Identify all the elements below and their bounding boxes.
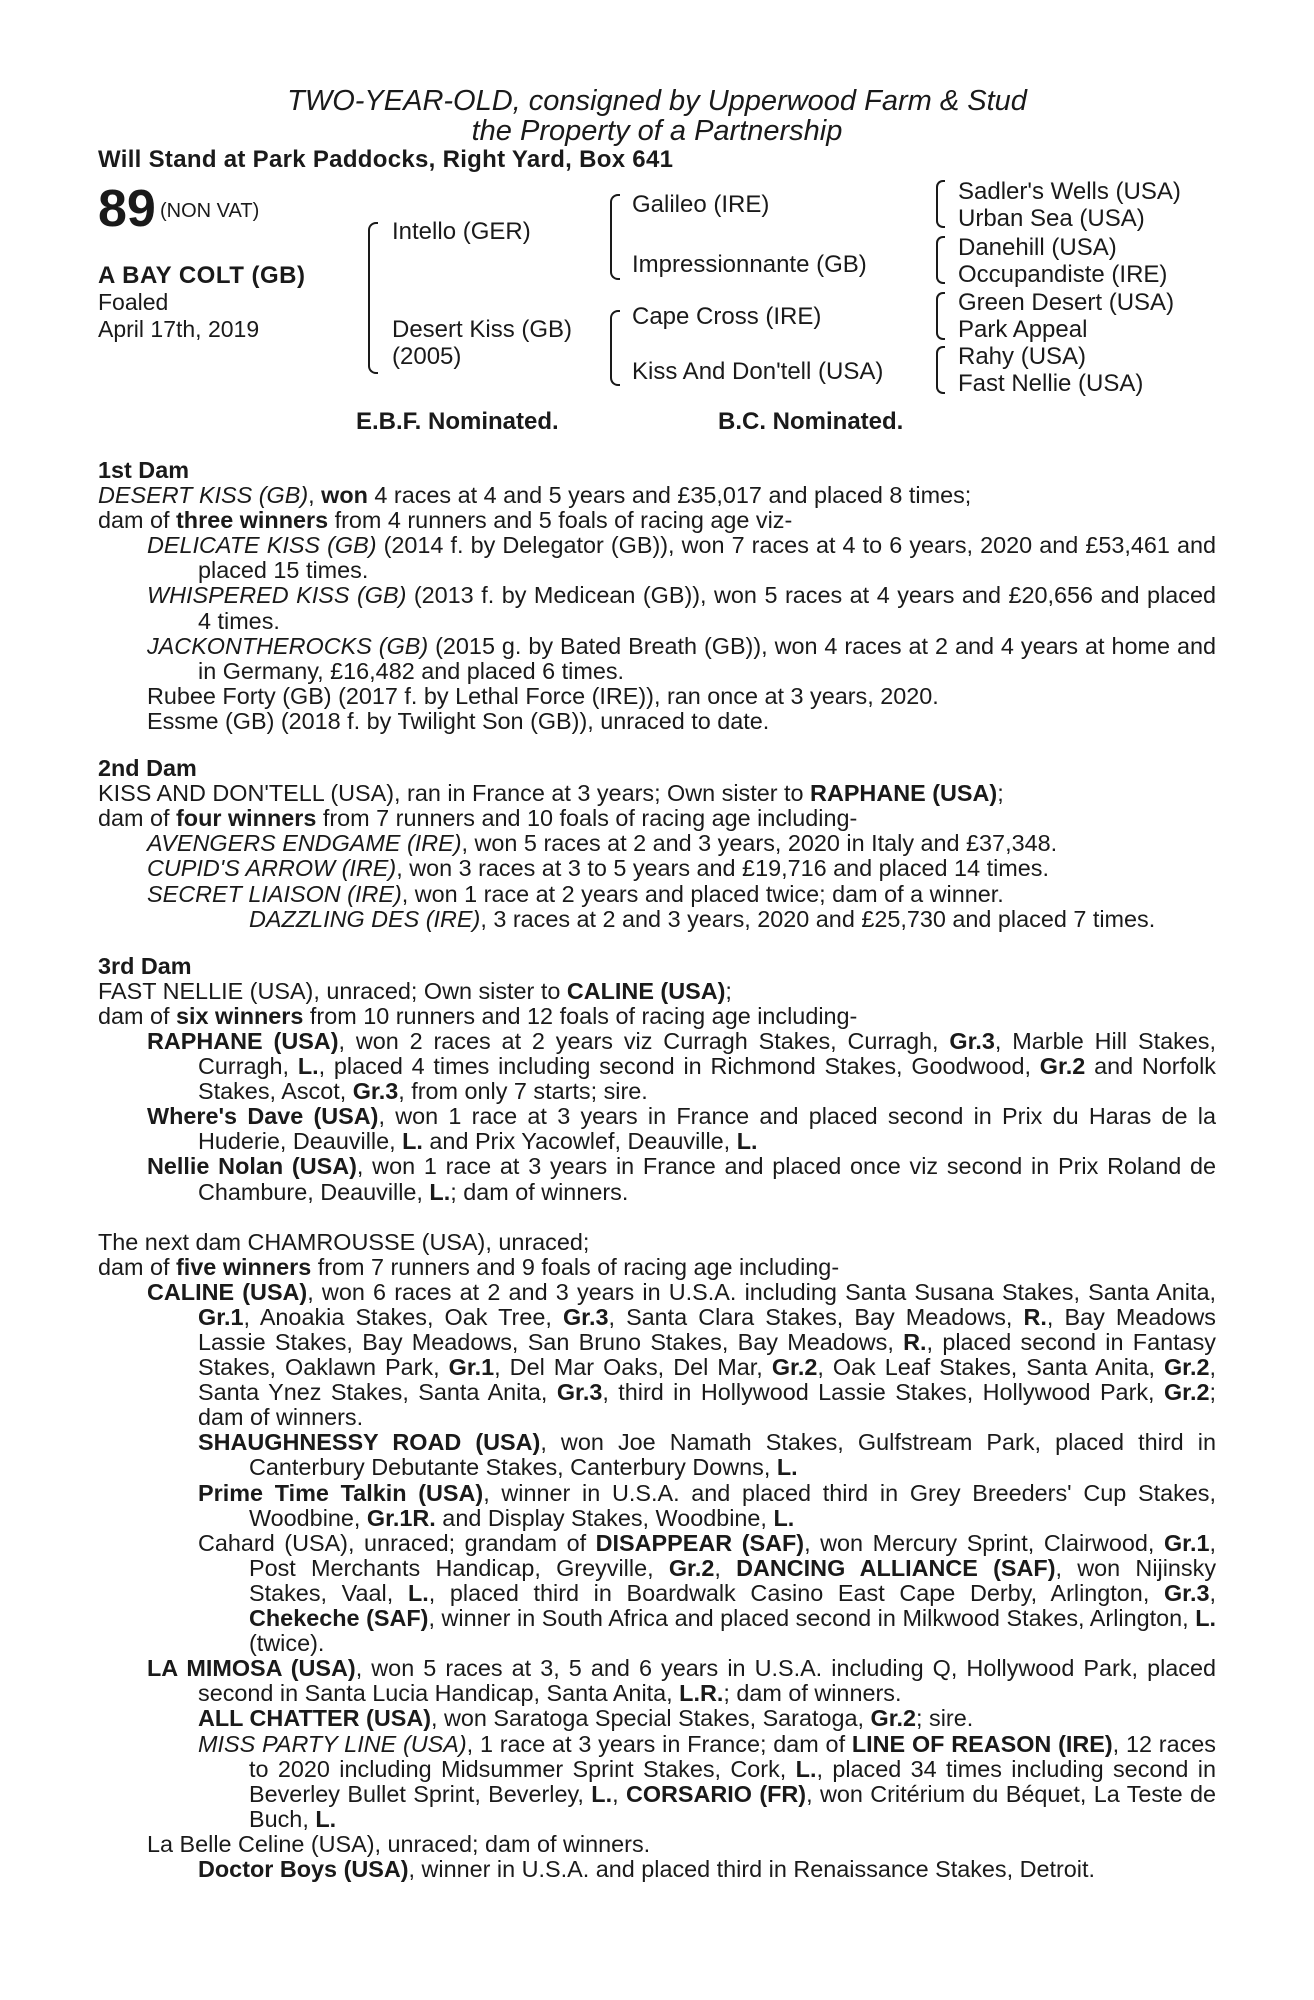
pedigree-bracket-1: [368, 222, 378, 374]
stand-location: Will Stand at Park Paddocks, Right Yard, Box 641: [98, 146, 674, 173]
pedigree-bracket-7: [936, 346, 945, 394]
second-dam-produce-summary: dam of four winners from 7 runners and 10 foals of racing age including-: [98, 805, 858, 832]
dam: Desert Kiss (GB): [392, 316, 573, 343]
lot-number: 89: [98, 180, 156, 238]
produce-entry: La Belle Celine (USA), unraced; dam of winners.: [147, 1830, 651, 1857]
foaled-date: April 17th, 2019: [98, 316, 260, 342]
produce-entry: Nellie Nolan (USA), won 1 race at 3 years in France and placed once viz second in Prix Roland de Chambure, Deauville, L.; dam of winners.: [147, 1153, 1217, 1205]
produce-entry: AVENGERS ENDGAME (IRE), won 5 races at 2 and 3 years, 2020 in Italy and £37,348.: [147, 830, 1058, 857]
dam-year: (2005): [392, 343, 462, 370]
produce-entry: RAPHANE (USA), won 2 races at 2 years viz Curragh Stakes, Curragh, Gr.3, Marble Hill Stakes, Curragh, L., placed 4 times including second in Richmond Stakes, Goodwood, Gr.2 and Norfolk Stakes, Ascot, Gr.3, from only 7 starts; sire.: [147, 1027, 1216, 1105]
second-dam-heading: 2nd Dam: [98, 755, 197, 782]
produce-entry: Where's Dave (USA), won 1 race at 3 years in France and placed second in Prix du Haras de la Huderie, Deauville, L. and Prix Yacowlef, Deauville, L.: [147, 1103, 1217, 1155]
dam-dam: Kiss And Don'tell (USA): [632, 358, 884, 385]
consignor-line: TWO-YEAR-OLD, consigned by Upperwood Farm & Stud: [287, 85, 1027, 117]
ped-ssd: Urban Sea (USA): [958, 205, 1145, 232]
ped-dsd: Park Appeal: [958, 316, 1088, 343]
foaled-label: Foaled: [98, 289, 169, 315]
ped-sss: Sadler's Wells (USA): [958, 178, 1181, 205]
ped-dss: Green Desert (USA): [958, 289, 1175, 316]
bc-nomination: B.C. Nominated.: [718, 408, 904, 435]
produce-entry: Cahard (USA), unraced; grandam of DISAPPEAR (SAF), won Mercury Sprint, Clairwood, Gr.1, Post Merchants Handicap, Greyville, Gr.2, DANCING ALLIANCE (SAF), won Nijinsky Stakes, Vaal, L., placed third in Boardwalk Casino East Cape Derby, Arlington, Gr.3, Chekeche (SAF), winner in South Africa and placed second in Milkwood Stakes, Arlington, L. (twice).: [198, 1529, 1217, 1657]
pedigree-bracket-6: [936, 292, 945, 340]
dam-sire: Cape Cross (IRE): [632, 303, 822, 330]
produce-record: [98, 458, 1216, 1882]
lot-description: A BAY COLT (GB): [98, 262, 306, 289]
third-dam-line: FAST NELLIE (USA), unraced; Own sister to CALINE (USA);: [98, 977, 732, 1004]
produce-entry: Doctor Boys (USA), winner in U.S.A. and placed third in Renaissance Stakes, Detroit.: [198, 1855, 1096, 1882]
ped-sds: Danehill (USA): [958, 234, 1117, 261]
first-dam-heading: 1st Dam: [98, 457, 190, 483]
produce-entry: LA MIMOSA (USA), won 5 races at 3, 5 and 6 years in U.S.A. including Q, Hollywood Park, placed second in Santa Lucia Handicap, Santa Anita, L.R.; dam of winners.: [147, 1655, 1216, 1707]
pedigree-bracket-3: [610, 310, 620, 386]
ped-dds: Rahy (USA): [958, 343, 1087, 370]
produce-entry: DELICATE KISS (GB) (2014 f. by Delegator (GB)), won 7 races at 4 to 6 years, 2020 and £53,461 and placed 15 times.: [147, 532, 1216, 584]
produce-entry: DAZZLING DES (IRE), 3 races at 2 and 3 years, 2020 and £25,730 and placed 7 times.: [249, 905, 1156, 932]
produce-entry: CUPID'S ARROW (IRE), won 3 races at 3 to 5 years and £19,716 and placed 14 times.: [147, 855, 1049, 882]
produce-entry: ALL CHATTER (USA), won Saratoga Special Stakes, Saratoga, Gr.2; sire.: [198, 1705, 974, 1732]
pedigree-bracket-4: [936, 180, 945, 228]
vat-status: (NON VAT): [160, 200, 260, 222]
produce-entry: Essme (GB) (2018 f. by Twilight Son (GB)), unraced to date.: [147, 707, 770, 734]
first-dam-produce-summary: dam of three winners from 4 runners and 5 foals of racing age viz-: [98, 507, 793, 534]
produce-entry: SHAUGHNESSY ROAD (USA), won Joe Namath Stakes, Gulfstream Park, placed third in Canterbury Debutante Stakes, Canterbury Downs, L.: [198, 1429, 1216, 1481]
sire-sire: Galileo (IRE): [632, 191, 770, 218]
produce-entry: CALINE (USA), won 6 races at 2 and 3 years in U.S.A. including Santa Susana Stakes, Santa Anita, Gr.1, Anoakia Stakes, Oak Tree, Gr.3, Santa Clara Stakes, Bay Meadows, R., Bay Meadows Lassie Stakes, Bay Meadows, San Bruno Stakes, Bay Meadows, R., placed second in Fantasy Stakes, Oaklawn Park, Gr.1, Del Mar Oaks, Del Mar, Gr.2, Oak Leaf Stakes, Santa Anita, Gr.2, Santa Ynez Stakes, Santa Anita, Gr.3, third in Hollywood Lassie Stakes, Hollywood Park, Gr.2; dam of winners.: [147, 1278, 1216, 1431]
produce-entry: WHISPERED KISS (GB) (2013 f. by Medicean (GB)), won 5 races at 4 years and £20,656 and placed 4 times.: [147, 582, 1216, 634]
second-dam-line: KISS AND DON'TELL (USA), ran in France at 3 years; Own sister to RAPHANE (USA);: [98, 780, 1004, 807]
third-dam-heading: 3rd Dam: [98, 952, 192, 979]
produce-entry: MISS PARTY LINE (USA), 1 race at 3 years in France; dam of LINE OF REASON (IRE), 12 races to 2020 including Midsummer Sprint Stakes, Cork, L., placed 34 times including second in Beverley Bullet Sprint, Beverley, L., CORSARIO (FR), won Critérium du Béquet, La Teste de Buch, L.: [198, 1730, 1216, 1832]
next-dam-produce-summary: dam of five winners from 7 runners and 9 foals of racing age including-: [98, 1253, 840, 1280]
produce-entry: JACKONTHEROCKS (GB) (2015 g. by Bated Breath (GB)), won 4 races at 2 and 4 years at home and in Germany, £16,482 and placed 6 times.: [147, 632, 1216, 684]
ebf-nomination: E.B.F. Nominated.: [356, 408, 559, 435]
sire: Intello (GER): [392, 218, 531, 245]
produce-entry: SECRET LIAISON (IRE), won 1 race at 2 years and placed twice; dam of a winner.: [147, 880, 1004, 907]
first-dam-line: DESERT KISS (GB), won 4 races at 4 and 5 years and £35,017 and placed 8 times;: [98, 482, 972, 509]
sire-dam: Impressionnante (GB): [632, 251, 867, 278]
ped-sdd: Occupandiste (IRE): [958, 261, 1168, 288]
ped-ddd: Fast Nellie (USA): [958, 370, 1144, 397]
ownership-line: the Property of a Partnership: [471, 115, 843, 147]
pedigree-bracket-2: [610, 194, 620, 280]
produce-entry: Rubee Forty (GB) (2017 f. by Lethal Force (IRE)), ran once at 3 years, 2020.: [147, 682, 939, 709]
produce-entry: Prime Time Talkin (USA), winner in U.S.A. and placed third in Grey Breeders' Cup Stakes, Woodbine, Gr.1R. and Display Stakes, Woodbine, L.: [198, 1479, 1217, 1531]
next-dam-line: The next dam CHAMROUSSE (USA), unraced;: [98, 1228, 590, 1255]
third-dam-produce-summary: dam of six winners from 10 runners and 12 foals of racing age including-: [98, 1002, 858, 1029]
pedigree-bracket-5: [936, 236, 945, 284]
